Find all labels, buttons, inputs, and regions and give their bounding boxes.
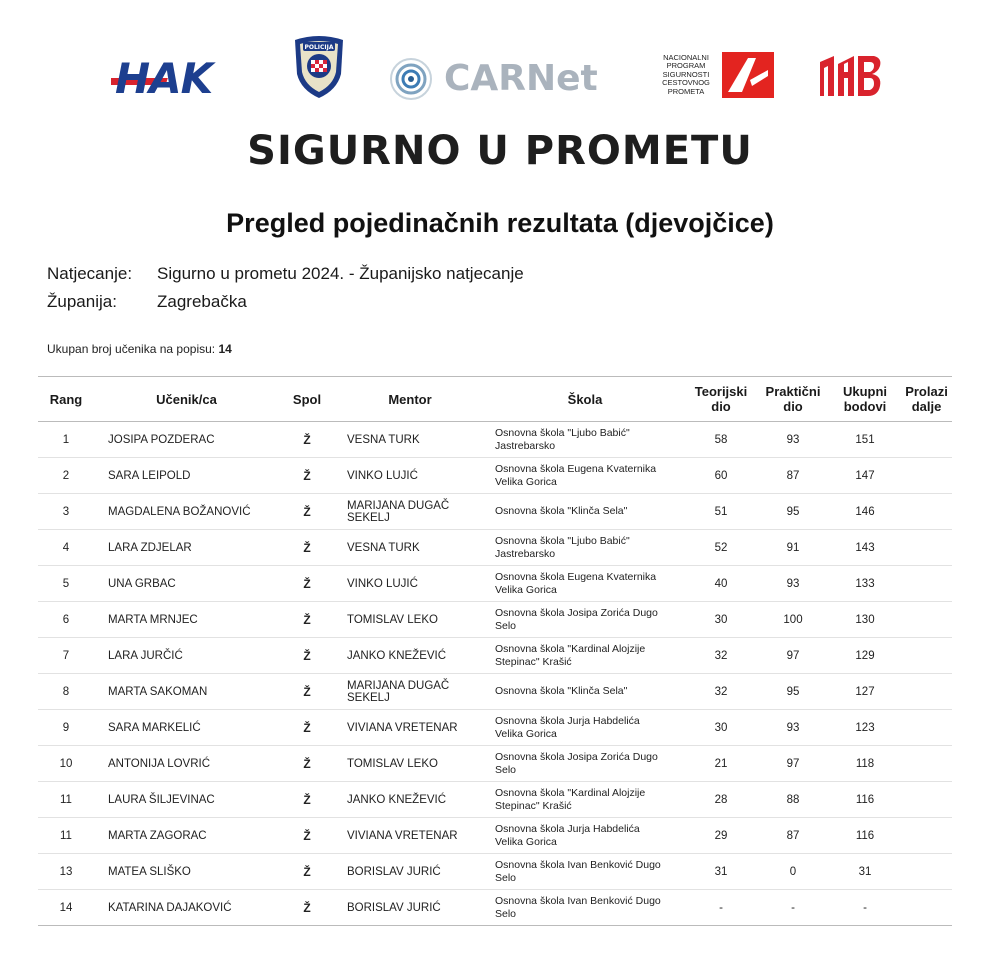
- student-count: [47, 342, 232, 356]
- cell-ukupni: 147: [829, 458, 901, 494]
- table-row: [38, 422, 952, 458]
- police-badge-logo: [291, 34, 347, 100]
- cell-prakticni: 93: [757, 422, 829, 458]
- cell-prolazi: [901, 674, 952, 710]
- student-count-value: 14: [218, 342, 232, 356]
- cell-rang: 11: [38, 782, 94, 818]
- ministry-logo: [818, 52, 884, 100]
- cell-teorijski: -: [685, 890, 757, 926]
- cell-spol: Ž: [279, 782, 335, 818]
- cell-prolazi: [901, 746, 952, 782]
- cell-skola: Osnovna škola "Kardinal Alojzije Stepinac" Krašić: [485, 638, 685, 674]
- carnet-swirl-icon: [388, 56, 434, 102]
- cell-ucenik: SARA LEIPOLD: [94, 458, 279, 494]
- cell-prolazi: [901, 818, 952, 854]
- header-rang: Rang: [38, 377, 94, 422]
- cell-rang: 9: [38, 710, 94, 746]
- table-row: [38, 746, 952, 782]
- cell-skola: Osnovna škola Eugena Kvaternika Velika Gorica: [485, 458, 685, 494]
- table-row: [38, 458, 952, 494]
- cell-teorijski: 21: [685, 746, 757, 782]
- cell-teorijski: 51: [685, 494, 757, 530]
- cell-skola: Osnovna škola Josipa Zorića Dugo Selo: [485, 746, 685, 782]
- cell-prolazi: [901, 782, 952, 818]
- cell-skola: Osnovna škola Jurja Habdelića Velika Gorica: [485, 710, 685, 746]
- logo-strip: [0, 30, 1000, 110]
- cell-prolazi: [901, 890, 952, 926]
- cell-prolazi: [901, 566, 952, 602]
- header-skola: Škola: [485, 377, 685, 422]
- cell-spol: Ž: [279, 566, 335, 602]
- header-spol: Spol: [279, 377, 335, 422]
- cell-prolazi: [901, 530, 952, 566]
- cell-prakticni: 87: [757, 458, 829, 494]
- cell-prakticni: 97: [757, 746, 829, 782]
- cell-teorijski: 30: [685, 602, 757, 638]
- cell-teorijski: 28: [685, 782, 757, 818]
- cell-ukupni: 116: [829, 818, 901, 854]
- cell-mentor: VIVIANA VRETENAR: [335, 818, 485, 854]
- cell-spol: Ž: [279, 458, 335, 494]
- cell-ucenik: MARTA MRNJEC: [94, 602, 279, 638]
- cell-rang: 10: [38, 746, 94, 782]
- cell-teorijski: 32: [685, 674, 757, 710]
- table-row: [38, 818, 952, 854]
- cell-spol: Ž: [279, 674, 335, 710]
- cell-prakticni: 93: [757, 566, 829, 602]
- cell-spol: Ž: [279, 710, 335, 746]
- cell-ukupni: 129: [829, 638, 901, 674]
- cell-spol: Ž: [279, 602, 335, 638]
- cell-ukupni: 123: [829, 710, 901, 746]
- header-ucenik: Učenik/ca: [94, 377, 279, 422]
- cell-ucenik: JOSIPA POZDERAC: [94, 422, 279, 458]
- cell-skola: Osnovna škola Jurja Habdelića Velika Gorica: [485, 818, 685, 854]
- cell-teorijski: 40: [685, 566, 757, 602]
- nps-logo: [656, 52, 774, 98]
- cell-prakticni: 97: [757, 638, 829, 674]
- county-line: [47, 292, 247, 312]
- cell-teorijski: 58: [685, 422, 757, 458]
- cell-skola: Osnovna škola "Klinča Sela": [485, 494, 685, 530]
- nps-mark-icon: [722, 52, 774, 98]
- cell-teorijski: 29: [685, 818, 757, 854]
- competition-value: Sigurno u prometu 2024. - Županijsko natjecanje: [157, 264, 524, 283]
- cell-prakticni: 88: [757, 782, 829, 818]
- cell-ukupni: 116: [829, 782, 901, 818]
- cell-prakticni: 87: [757, 818, 829, 854]
- cell-rang: 5: [38, 566, 94, 602]
- svg-text:POLICIJA: POLICIJA: [304, 44, 334, 51]
- cell-ukupni: -: [829, 890, 901, 926]
- table-row: [38, 638, 952, 674]
- cell-ucenik: MAGDALENA BOŽANOVIĆ: [94, 494, 279, 530]
- cell-spol: Ž: [279, 818, 335, 854]
- cell-prakticni: 95: [757, 674, 829, 710]
- cell-prolazi: [901, 494, 952, 530]
- cell-ucenik: KATARINA DAJAKOVIĆ: [94, 890, 279, 926]
- cell-spol: Ž: [279, 890, 335, 926]
- cell-rang: 14: [38, 890, 94, 926]
- cell-ucenik: MARTA SAKOMAN: [94, 674, 279, 710]
- page-title: SIGURNO U PROMETU: [247, 128, 753, 174]
- cell-ukupni: 31: [829, 854, 901, 890]
- cell-skola: Osnovna škola Ivan Benković Dugo Selo: [485, 890, 685, 926]
- cell-spol: Ž: [279, 746, 335, 782]
- cell-skola: Osnovna škola "Klinča Sela": [485, 674, 685, 710]
- cell-skola: Osnovna škola Josipa Zorića Dugo Selo: [485, 602, 685, 638]
- cell-ucenik: LARA JURČIĆ: [94, 638, 279, 674]
- cell-ukupni: 133: [829, 566, 901, 602]
- cell-teorijski: 52: [685, 530, 757, 566]
- header-ukupni: Ukupni bodovi: [829, 377, 901, 422]
- cell-teorijski: 60: [685, 458, 757, 494]
- competition-line: [47, 264, 524, 284]
- cell-mentor: MARIJANA DUGAČ SEKELJ: [335, 494, 485, 530]
- cell-ukupni: 146: [829, 494, 901, 530]
- cell-prolazi: [901, 422, 952, 458]
- cell-ukupni: 151: [829, 422, 901, 458]
- table-header-row: [38, 377, 952, 422]
- cell-spol: Ž: [279, 638, 335, 674]
- cell-ukupni: 118: [829, 746, 901, 782]
- cell-mentor: VINKO LUJIĆ: [335, 458, 485, 494]
- cell-rang: 8: [38, 674, 94, 710]
- cell-prakticni: 93: [757, 710, 829, 746]
- carnet-logo: CARNet: [388, 56, 598, 102]
- cell-mentor: VESNA TURK: [335, 530, 485, 566]
- cell-mentor: JANKO KNEŽEVIĆ: [335, 782, 485, 818]
- cell-rang: 3: [38, 494, 94, 530]
- results-table: [38, 376, 952, 926]
- cell-spol: Ž: [279, 494, 335, 530]
- cell-rang: 4: [38, 530, 94, 566]
- cell-rang: 2: [38, 458, 94, 494]
- cell-spol: Ž: [279, 422, 335, 458]
- cell-mentor: VIVIANA VRETENAR: [335, 710, 485, 746]
- cell-ucenik: SARA MARKELIĆ: [94, 710, 279, 746]
- cell-teorijski: 30: [685, 710, 757, 746]
- header-prakticni: Praktični dio: [757, 377, 829, 422]
- cell-teorijski: 31: [685, 854, 757, 890]
- county-value: Zagrebačka: [157, 292, 247, 311]
- table-row: [38, 674, 952, 710]
- table-row: [38, 566, 952, 602]
- cell-spol: Ž: [279, 530, 335, 566]
- cell-ucenik: LARA ZDJELAR: [94, 530, 279, 566]
- cell-prakticni: -: [757, 890, 829, 926]
- cell-ukupni: 130: [829, 602, 901, 638]
- cell-teorijski: 32: [685, 638, 757, 674]
- cell-mentor: VINKO LUJIĆ: [335, 566, 485, 602]
- cell-ucenik: UNA GRBAC: [94, 566, 279, 602]
- cell-prakticni: 95: [757, 494, 829, 530]
- cell-prolazi: [901, 602, 952, 638]
- page-subtitle: Pregled pojedinačnih rezultata (djevojčice): [226, 208, 774, 238]
- hak-logo: HAK: [115, 58, 212, 100]
- cell-mentor: TOMISLAV LEKO: [335, 746, 485, 782]
- table-row: [38, 710, 952, 746]
- table-row: [38, 530, 952, 566]
- table-row: [38, 782, 952, 818]
- cell-skola: Osnovna škola Eugena Kvaternika Velika Gorica: [485, 566, 685, 602]
- student-count-label: Ukupan broj učenika na popisu:: [47, 342, 216, 356]
- cell-mentor: JANKO KNEŽEVIĆ: [335, 638, 485, 674]
- cell-skola: Osnovna škola "Ljubo Babić" Jastrebarsko: [485, 422, 685, 458]
- cell-rang: 13: [38, 854, 94, 890]
- table-row: [38, 494, 952, 530]
- cell-rang: 1: [38, 422, 94, 458]
- cell-mentor: TOMISLAV LEKO: [335, 602, 485, 638]
- cell-skola: Osnovna škola "Ljubo Babić" Jastrebarsko: [485, 530, 685, 566]
- cell-mentor: BORISLAV JURIĆ: [335, 854, 485, 890]
- cell-prakticni: 91: [757, 530, 829, 566]
- nps-text: NACIONALNI PROGRAM SIGURNOSTI CESTOVNOG PROMETA: [662, 52, 710, 96]
- table-row: [38, 854, 952, 890]
- competition-label: Natjecanje:: [47, 264, 133, 283]
- cell-ukupni: 127: [829, 674, 901, 710]
- cell-spol: Ž: [279, 854, 335, 890]
- cell-prolazi: [901, 638, 952, 674]
- cell-prolazi: [901, 710, 952, 746]
- cell-ukupni: 143: [829, 530, 901, 566]
- cell-mentor: MARIJANA DUGAČ SEKELJ: [335, 674, 485, 710]
- cell-prolazi: [901, 458, 952, 494]
- cell-prakticni: 0: [757, 854, 829, 890]
- cell-mentor: VESNA TURK: [335, 422, 485, 458]
- cell-rang: 7: [38, 638, 94, 674]
- county-label: Županija:: [47, 292, 117, 311]
- cell-prakticni: 100: [757, 602, 829, 638]
- cell-ucenik: LAURA ŠILJEVINAC: [94, 782, 279, 818]
- header-prolazi: Prolazi dalje: [901, 377, 952, 422]
- header-mentor: Mentor: [335, 377, 485, 422]
- cell-prolazi: [901, 854, 952, 890]
- cell-skola: Osnovna škola "Kardinal Alojzije Stepinac" Krašić: [485, 782, 685, 818]
- cell-ucenik: MATEA SLIŠKO: [94, 854, 279, 890]
- cell-rang: 6: [38, 602, 94, 638]
- cell-mentor: BORISLAV JURIĆ: [335, 890, 485, 926]
- header-teorijski: Teorijski dio: [685, 377, 757, 422]
- cell-ucenik: MARTA ZAGORAC: [94, 818, 279, 854]
- table-row: [38, 602, 952, 638]
- cell-ucenik: ANTONIJA LOVRIĆ: [94, 746, 279, 782]
- cell-rang: 11: [38, 818, 94, 854]
- cell-skola: Osnovna škola Ivan Benković Dugo Selo: [485, 854, 685, 890]
- table-row: [38, 890, 952, 926]
